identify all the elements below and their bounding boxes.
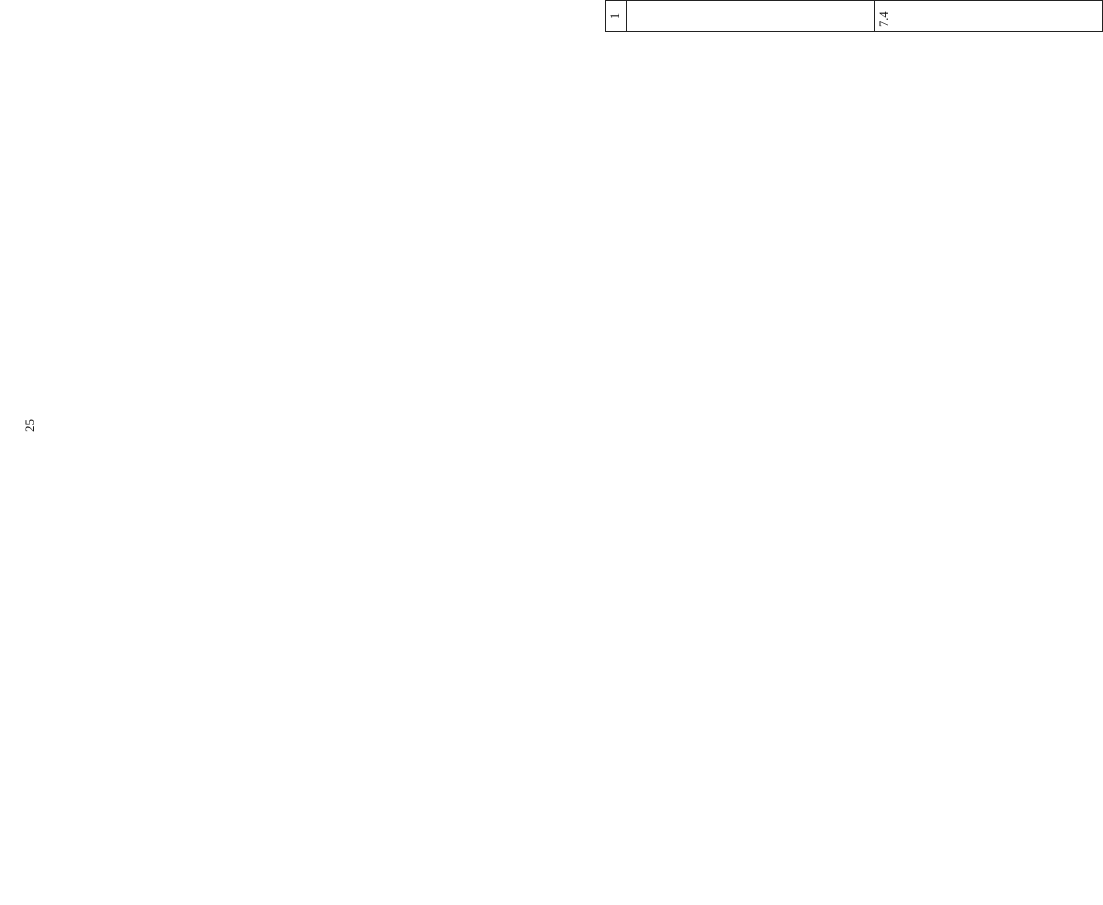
rotated-page-content [605,0,1102,32]
cell-indicator [627,0,875,1]
column-header [606,0,627,1]
cell-number [627,1,875,32]
table-row [875,0,1103,32]
table-header-row [606,0,627,32]
cell-number: 7.4 [875,1,1103,32]
table-row [627,0,875,32]
page-number: 25 [22,419,37,432]
column-header: 1 [606,1,627,32]
indicators-table [605,0,1103,32]
cell-indicator [875,0,1103,1]
